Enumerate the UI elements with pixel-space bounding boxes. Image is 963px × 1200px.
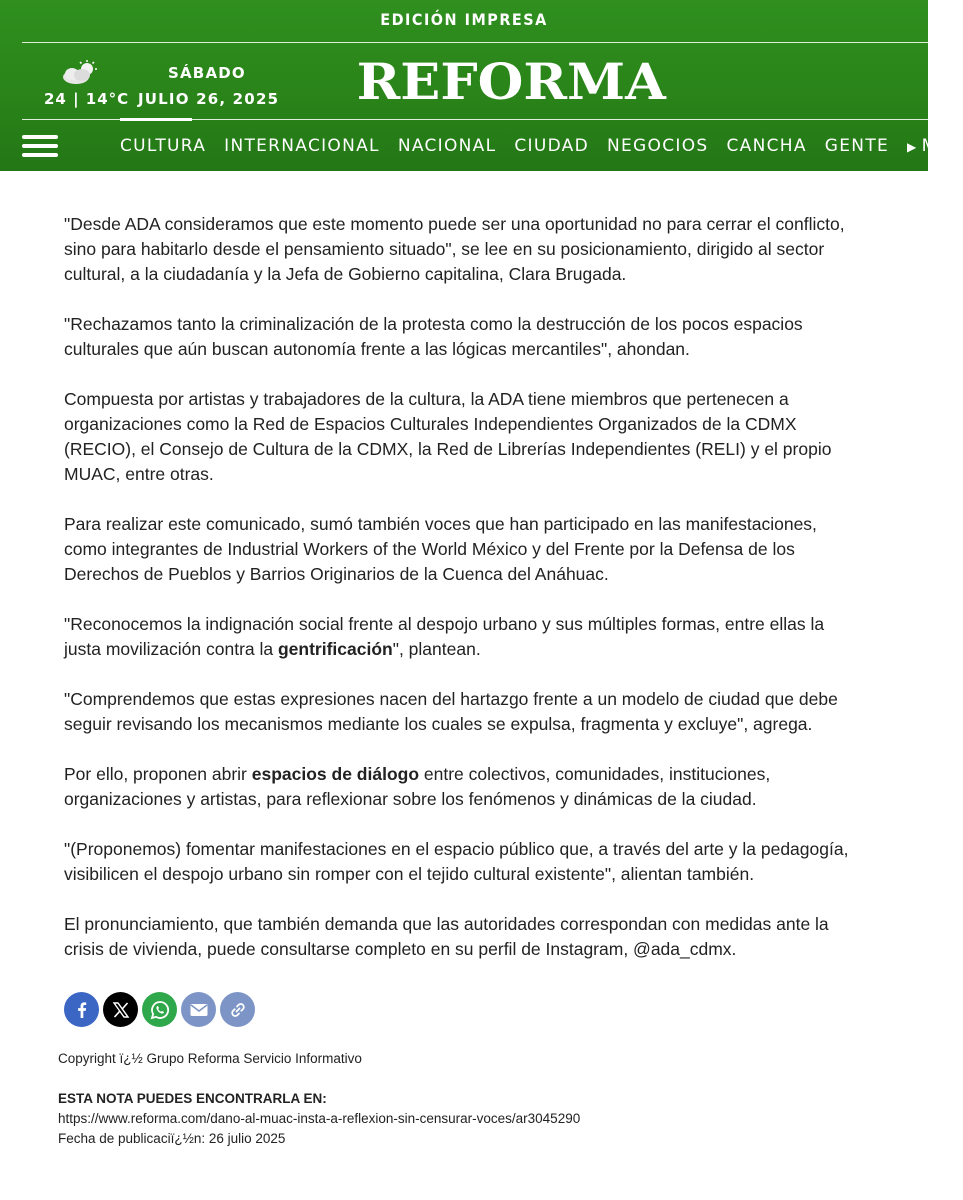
share-x-button[interactable] — [103, 992, 138, 1027]
section-nav — [120, 133, 963, 159]
x-icon — [112, 1001, 130, 1019]
article-paragraph: "Comprendemos que estas expresiones nacen del hartazgo frente a un modelo de ciudad que debe seguir revisando los mecanismos mediante los cuales se expulsa, fragmenta y excluye", agrega. — [64, 689, 838, 734]
nav-item-nacional[interactable]: NACIONAL — [397, 136, 497, 156]
article-paragraph: "(Proponemos) fomentar manifestaciones en el espacio público que, a través del arte y la pedagogía, visibilicen el despojo urbano sin romper con el tejido cultural existente", alientan también. — [64, 839, 849, 884]
link-icon — [228, 1000, 248, 1020]
date-weekday: SÁBADO — [168, 64, 246, 82]
share-facebook-button[interactable] — [64, 992, 99, 1027]
menu-line — [22, 135, 58, 139]
menu-line — [22, 153, 58, 157]
paragraph-text: ", plantean. — [392, 639, 481, 659]
article-paragraph: "Rechazamos tanto la criminalización de la protesta como la destrucción de los pocos espacios culturales que aún buscan autonomía frente a las lógicas mercantiles", ahondan. — [64, 314, 803, 359]
article-paragraph — [64, 612, 864, 662]
paragraph-text: "Reconocemos la indignación social frente al despojo urbano y sus múltiples formas, entre ellas la justa movilización contra la — [64, 614, 825, 659]
nav-item-ciudad[interactable]: CIUDAD — [514, 136, 589, 156]
site-logo[interactable]: REFORMA — [356, 52, 666, 111]
nav-more-label: MÁS — [921, 136, 963, 156]
play-triangle-icon: ▶ — [907, 140, 918, 154]
article-paragraph: "Desde ADA consideramos que este momento puede ser una oportunidad no para cerrar el conflicto, sino para habitarlo desde el pensamiento situado", se lee en su posicionamiento, dirigido al sector cultural, a la ciudadanía y la Jefa de Gobierno capitalina, Clara Brugada. — [64, 214, 845, 284]
article-paragraph: Para realizar este comunicado, sumó también voces que han participado en las manifestaciones, como integrantes de Industrial Workers of the World México y del Frente por la Defensa de los Derechos de Pueblos y Barrios Originarios de la Cuenca del Anáhuac. — [64, 514, 817, 584]
source-heading: ESTA NOTA PUEDES ENCONTRARLA EN: — [58, 1091, 327, 1106]
site-header — [0, 0, 963, 171]
share-whatsapp-button[interactable] — [142, 992, 177, 1027]
bold-keyword: gentrificación — [277, 639, 393, 659]
nav-item-cultura[interactable]: CULTURA — [120, 136, 207, 156]
whatsapp-icon — [149, 999, 171, 1021]
menu-line — [22, 144, 58, 148]
article-paragraph — [64, 762, 864, 812]
cloud-sun-icon — [60, 60, 100, 86]
weather-temps: 24 | 14°C — [44, 90, 130, 108]
copyright-notice: Copyright ï¿½ Grupo Reforma Servicio Informativo — [58, 1051, 362, 1066]
nav-item-internacional[interactable]: INTERNACIONAL — [224, 136, 380, 156]
article-body — [64, 212, 864, 987]
article-paragraph: El pronunciamiento, que también demanda que las autoridades correspondan con medidas ante la crisis de vivienda, puede consultarse completo en su perfil de Instagram, @ada_cdmx. — [64, 914, 829, 959]
bold-keyword: espacios de diálogo — [251, 764, 420, 784]
nav-item-gente[interactable]: GENTE — [824, 136, 890, 156]
header-divider-top — [22, 42, 928, 43]
nav-active-indicator — [120, 118, 192, 121]
facebook-icon — [72, 1000, 92, 1020]
edition-label[interactable]: EDICIÓN IMPRESA — [380, 10, 548, 29]
nav-item-more[interactable] — [907, 136, 963, 156]
publication-date: Fecha de publicaciï¿½n: 26 julio 2025 — [58, 1131, 286, 1146]
share-email-button[interactable] — [181, 992, 216, 1027]
source-url[interactable]: https://www.reforma.com/dano-al-muac-insta-a-reflexion-sin-censurar-voces/ar3045290 — [58, 1111, 581, 1126]
article-paragraph: Compuesta por artistas y trabajadores de la cultura, la ADA tiene miembros que pertenecen a organizaciones como la Red de Espacios Culturales Independientes Organizados de la CDMX (RECIO), el Consejo de Cultura de la CDMX, la Red de Librerías Independientes (RELI) y el propio MUAC, entre otras. — [64, 389, 832, 484]
date-full: JULIO 26, 2025 — [138, 90, 280, 108]
email-icon — [189, 1002, 209, 1018]
share-buttons — [64, 992, 259, 1027]
nav-item-cancha[interactable]: CANCHA — [726, 136, 807, 156]
paragraph-text: Por ello, proponen abrir — [64, 764, 252, 784]
paragraph-text: entre colectivos, comunidades, instituciones, organizaciones y artistas, para reflexionar sobre los fenómenos y dinámicas de la ciudad. — [64, 764, 771, 809]
nav-item-negocios[interactable]: NEGOCIOS — [607, 136, 709, 156]
copy-link-button[interactable] — [220, 992, 255, 1027]
hamburger-menu-icon[interactable] — [22, 135, 58, 161]
